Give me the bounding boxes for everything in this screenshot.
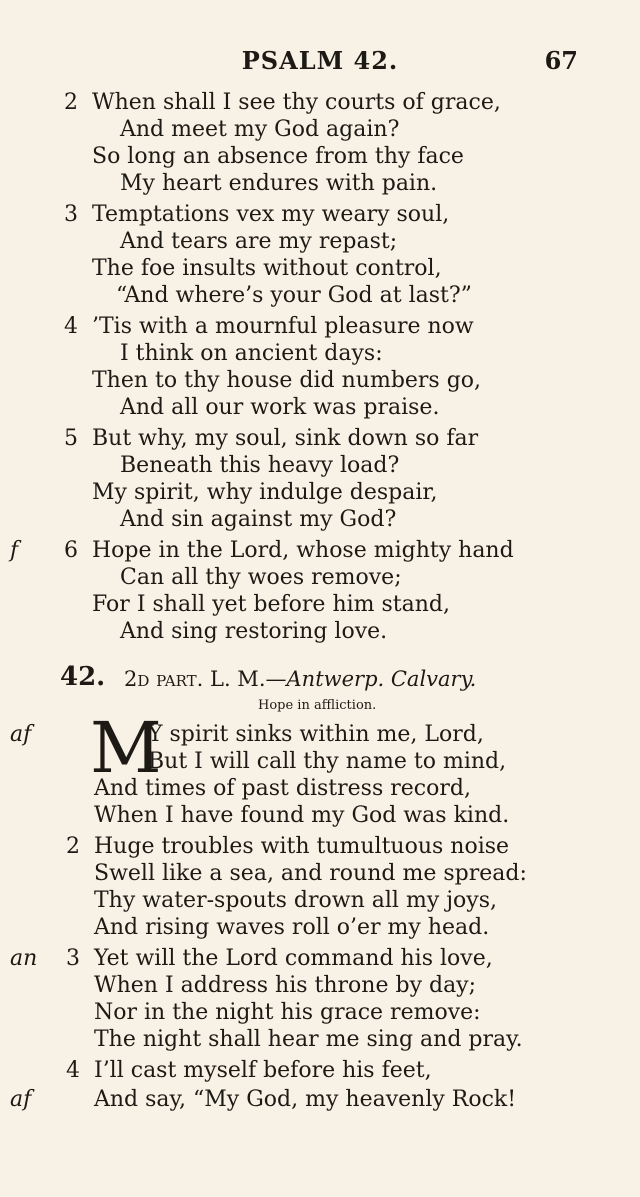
verse-line: And meet my God again?: [120, 117, 400, 142]
verse-number: 5: [64, 426, 78, 451]
verse-line: And times of past distress record,: [94, 776, 471, 801]
verse-number: 2: [66, 834, 80, 859]
verse-line: Swell like a sea, and round me spread:: [94, 861, 527, 886]
verse-line: But why, my soul, sink down so far: [92, 426, 479, 451]
verse-line: For I shall yet before him stand,: [92, 592, 450, 617]
meter-label: L. M.—: [210, 667, 287, 691]
verse-line: And sin against my God?: [120, 507, 397, 532]
verse-line: And rising waves roll o’er my head.: [94, 915, 490, 940]
part-label: 2d part.: [124, 667, 204, 691]
verse-line: Y spirit sinks within me, Lord,: [148, 722, 484, 747]
dynamic-mark: f: [10, 538, 19, 563]
verse-line: Nor in the night his grace remove:: [94, 1000, 481, 1025]
verse-number: 4: [64, 314, 78, 339]
verse-line: I think on ancient days:: [120, 341, 383, 366]
verse-line: But I will call thy name to mind,: [148, 749, 507, 774]
verse-number: 6: [64, 538, 78, 563]
verse-line: Temptations vex my weary soul,: [92, 202, 450, 227]
page-number: 67: [544, 46, 578, 75]
verse-line: The night shall hear me sing and pray.: [94, 1027, 523, 1052]
verse-line: When I address his throne by day;: [94, 973, 477, 998]
tune-names: Antwerp. Calvary.: [286, 667, 477, 691]
verse-line: And say, “My God, my heavenly Rock!: [94, 1087, 517, 1112]
dynamic-mark: an: [10, 946, 38, 971]
drop-cap: M: [90, 707, 162, 789]
verse-line: When shall I see thy courts of grace,: [92, 90, 501, 115]
verse-number: 3: [66, 946, 80, 971]
verse-line: I’ll cast myself before his feet,: [94, 1058, 432, 1083]
verse-line: My spirit, why indulge despair,: [92, 480, 438, 505]
verse-line: And sing restoring love.: [120, 619, 388, 644]
verse-line: So long an absence from thy face: [92, 144, 464, 169]
verse-line: “And where’s your God at last?”: [116, 283, 472, 308]
verse-line: And tears are my repast;: [120, 229, 398, 254]
dynamic-mark: af: [10, 1087, 32, 1112]
verse-line: Huge troubles with tumultuous noise: [94, 834, 510, 859]
verse-number: 2: [64, 90, 78, 115]
verse-number: 4: [66, 1058, 80, 1083]
verse-line: Hope in the Lord, whose mighty hand: [92, 538, 514, 563]
verse-line: When I have found my God was kind.: [94, 803, 510, 828]
hymn-meta: [124, 666, 476, 692]
hymn-number: 42.: [60, 662, 106, 692]
verse-line: Thy water-spouts drown all my joys,: [94, 888, 498, 913]
verse-line: My heart endures with pain.: [120, 171, 438, 196]
verse-line: ’Tis with a mournful pleasure now: [92, 314, 474, 339]
hymn-subtitle: Hope in affliction.: [258, 698, 377, 713]
page-title: PSALM 42.: [241, 46, 399, 75]
verse-line: And all our work was praise.: [120, 395, 440, 420]
verse-number: 3: [64, 202, 78, 227]
verse-line: Then to thy house did numbers go,: [92, 368, 482, 393]
verse-line: Beneath this heavy load?: [120, 453, 400, 478]
verse-line: Yet will the Lord command his love,: [94, 946, 493, 971]
verse-line: Can all thy woes remove;: [120, 565, 402, 590]
dynamic-mark: af: [10, 722, 32, 747]
verse-line: The foe insults without control,: [92, 256, 442, 281]
